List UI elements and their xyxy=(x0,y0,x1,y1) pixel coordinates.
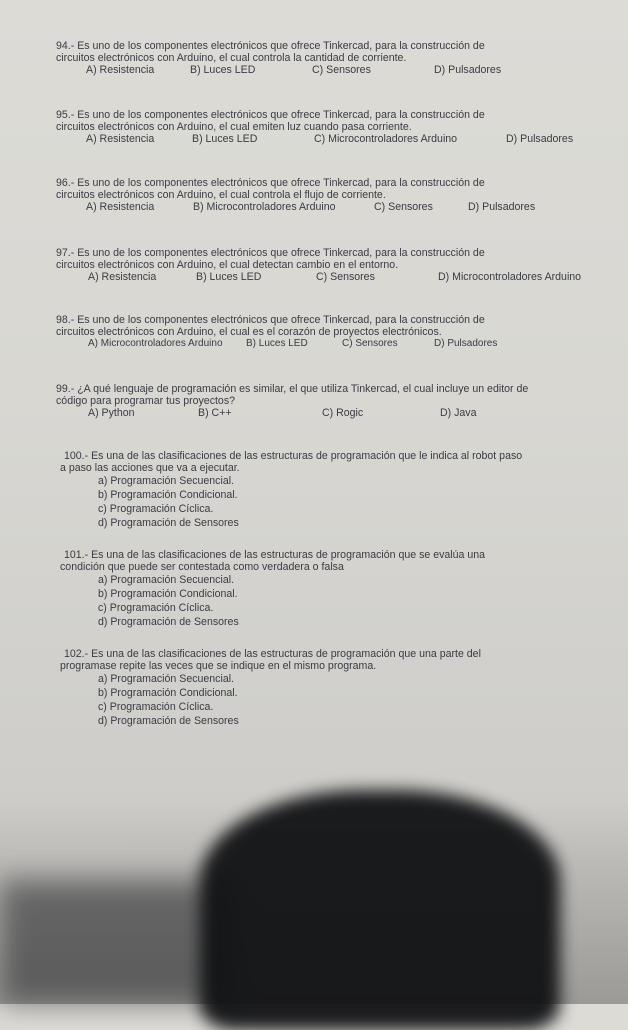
question-stem: 96.- Es uno de los componentes electrónicos que ofrece Tinkercad, para la construcción de xyxy=(56,177,485,189)
option-a: A) Python xyxy=(88,407,135,419)
question-95 xyxy=(56,109,616,146)
option-c: C) Sensores xyxy=(316,271,375,283)
option-b: B) Luces LED xyxy=(196,271,262,283)
option-a: A) Resistencia xyxy=(86,64,155,76)
question-stem: 101.- Es una de las clasificaciones de las estructuras de programación que se evalúa una xyxy=(64,549,486,561)
option-a: a) Programación Secuencial. xyxy=(98,475,235,487)
option-c: c) Programación Cíclica. xyxy=(98,503,214,515)
option-a: A) Resistencia xyxy=(88,271,157,283)
option-a: A) Resistencia xyxy=(86,201,155,213)
option-c: c) Programación Cíclica. xyxy=(98,602,214,614)
dark-occlusion xyxy=(200,790,560,1030)
option-c: C) Sensores xyxy=(312,64,371,76)
option-d: d) Programación de Sensores xyxy=(98,616,239,628)
question-stem: programase repite las veces que se indique en el mismo programa. xyxy=(60,660,377,672)
option-d: D) Pulsadores xyxy=(506,133,574,145)
option-d: D) Microcontroladores Arduino xyxy=(438,271,582,283)
question-stem: circuitos electrónicos con Arduino, el cual controla la cantidad de corriente. xyxy=(56,52,407,64)
question-stem: 94.- Es uno de los componentes electrónicos que ofrece Tinkercad, para la construcción de xyxy=(56,40,485,52)
option-b: B) C++ xyxy=(198,407,232,419)
question-stem: 97.- Es uno de los componentes electrónicos que ofrece Tinkercad, para la construcción de xyxy=(56,247,485,259)
question-stem: 95.- Es uno de los componentes electrónicos que ofrece Tinkercad, para la construcción de xyxy=(56,109,485,121)
question-stem: 102.- Es una de las clasificaciones de las estructuras de programación que una parte del xyxy=(64,648,481,660)
question-94 xyxy=(56,40,616,77)
option-d: D) Pulsadores xyxy=(468,201,536,213)
option-b: b) Programación Condicional. xyxy=(98,588,238,600)
option-a: A) Resistencia xyxy=(86,133,155,145)
option-d: d) Programación de Sensores xyxy=(98,517,239,529)
option-c: C) Microcontroladores Arduino xyxy=(314,133,458,145)
question-stem: a paso las acciones que va a ejecutar. xyxy=(60,462,240,474)
option-b: B) Microcontroladores Arduino xyxy=(193,201,336,213)
question-stem: 100.- Es una de las clasificaciones de las estructuras de programación que le indica al robot paso xyxy=(64,450,523,462)
question-100 xyxy=(60,450,620,530)
photo-shadow-left xyxy=(0,880,230,1004)
question-96 xyxy=(56,177,616,214)
question-stem: circuitos electrónicos con Arduino, el cual controla el flujo de corriente. xyxy=(56,189,386,201)
question-stem: circuitos electrónicos con Arduino, el cual detectan cambio en el entorno. xyxy=(56,259,399,271)
question-101 xyxy=(60,549,620,629)
question-stem: 99.- ¿A qué lenguaje de programación es similar, el que utiliza Tinkercad, el cual incluye un editor de xyxy=(56,383,529,395)
option-c: c) Programación Cíclica. xyxy=(98,701,214,713)
question-stem: circuitos electrónicos con Arduino, el cual emiten luz cuando pasa corriente. xyxy=(56,121,412,133)
option-c: C) Rogic xyxy=(322,407,364,419)
question-stem: 98.- Es uno de los componentes electrónicos que ofrece Tinkercad, para la construcción de xyxy=(56,314,485,326)
option-d: D) Pulsadores xyxy=(434,338,498,349)
option-b: b) Programación Condicional. xyxy=(98,489,238,501)
question-stem: condición que puede ser contestada como verdadera o falsa xyxy=(60,561,344,573)
option-d: d) Programación de Sensores xyxy=(98,715,239,727)
question-stem: código para programar tus proyectos? xyxy=(56,395,236,407)
option-d: D) Pulsadores xyxy=(434,64,502,76)
option-b: B) Luces LED xyxy=(190,64,256,76)
option-a: a) Programación Secuencial. xyxy=(98,673,235,685)
option-d: D) Java xyxy=(440,407,477,419)
option-b: B) Luces LED xyxy=(192,133,258,145)
option-a: A) Microcontroladores Arduino xyxy=(88,338,223,349)
option-a: a) Programación Secuencial. xyxy=(98,574,235,586)
question-99 xyxy=(56,383,616,420)
option-b: b) Programación Condicional. xyxy=(98,687,238,699)
question-98 xyxy=(56,314,616,351)
question-102 xyxy=(60,648,620,728)
option-c: C) Sensores xyxy=(342,338,398,349)
option-c: C) Sensores xyxy=(374,201,433,213)
question-stem: circuitos electrónicos con Arduino, el cual es el corazón de proyectos electrónicos. xyxy=(56,326,442,338)
option-b: B) Luces LED xyxy=(246,338,308,349)
question-97 xyxy=(56,247,616,284)
